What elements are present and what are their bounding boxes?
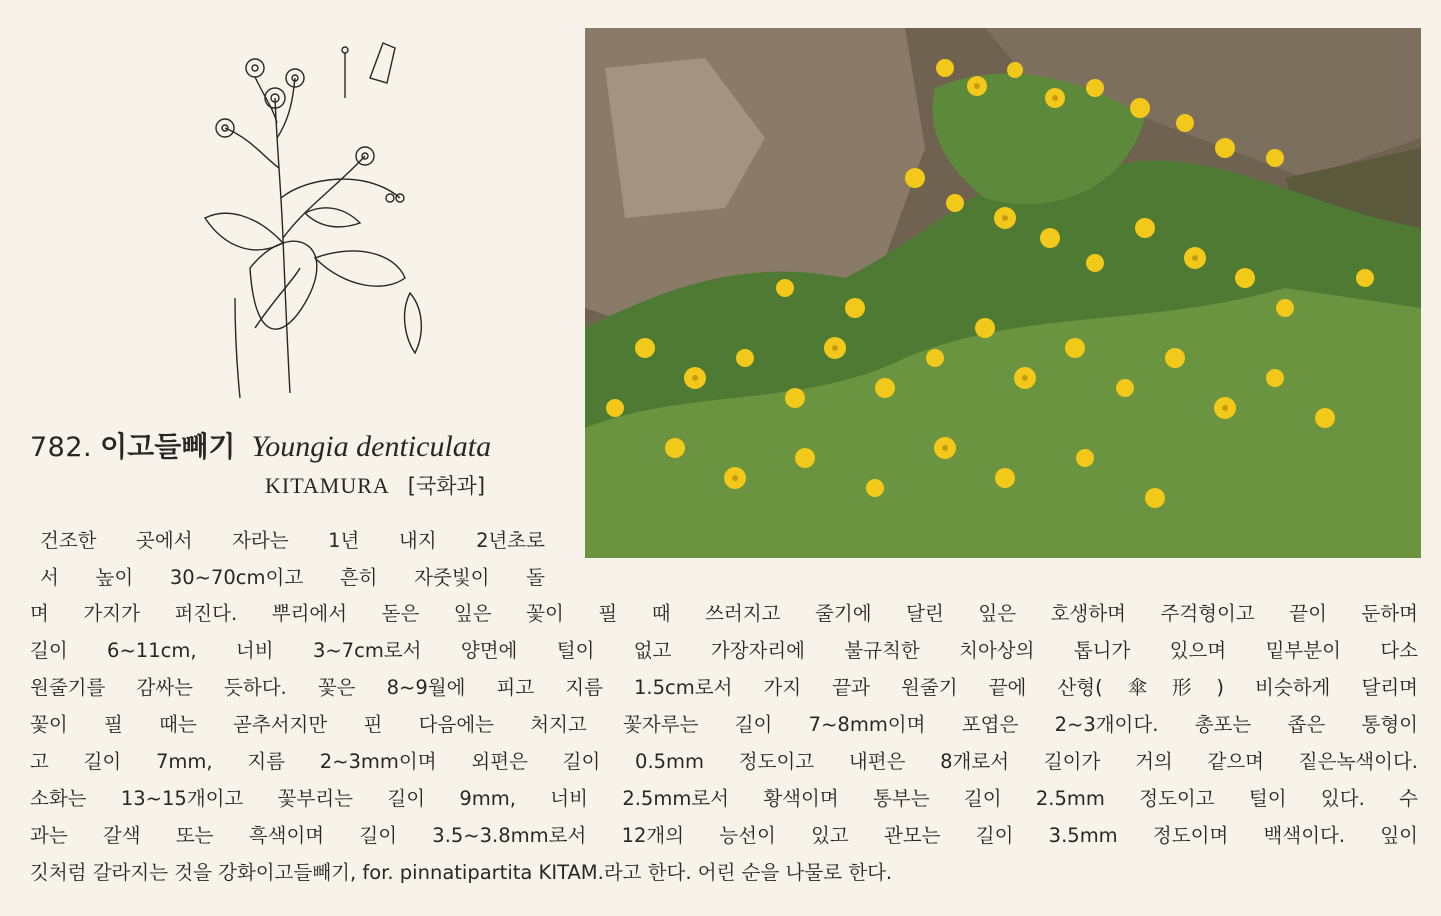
family-name: [국화과] [407,474,486,498]
description-line: 원줄기를 감싸는 듯하다. 꽃은 8~9월에 피고 지름 1.5cm로서 가지 끝과 원줄기 끝에 산형(傘形) 비슷하게 달리며 [30,676,1418,699]
author-line [265,470,485,500]
plant-illustration [195,38,445,408]
entry-number: 782. [30,432,93,463]
author-name: KITAMURA [265,473,390,498]
entry-heading [30,425,570,465]
description-line: 과는 갈색 또는 흑색이며 길이 3.5~3.8mm로서 12개의 능선이 있고 관모는 길이 3.5mm 정도이며 백색이다. 잎이 [30,824,1418,847]
description-line: 깃처럼 갈라지는 것을 강화이고들빼기, for. pinnatipartita KITAM.라고 한다. 어린 순을 나물로 한다. [30,861,893,884]
description-line: 고 길이 7mm, 지름 2~3mm이며 외편은 길이 0.5mm 정도이고 내편은 8개로서 길이가 거의 같으며 짙은녹색이다. [30,750,1418,773]
korean-name: 이고들빼기 [100,430,236,463]
description-line: 길이 6~11cm, 너비 3~7cm로서 양면에 털이 없고 가장자리에 불규칙한 치아상의 톱니가 있으며 밑부분이 다소 [30,639,1418,662]
description-line: 서 높이 30~70cm이고 흔히 자줏빛이 돌 [40,566,545,589]
description-line: 건조한 곳에서 자라는 1년 내지 2년초로 [40,529,545,552]
description-line: 소화는 13~15개이고 꽃부리는 길이 9mm, 너비 2.5mm로서 황색이며 통부는 길이 2.5mm 정도이고 털이 있다. 수 [30,787,1418,810]
description-line: 며 가지가 퍼진다. 뿌리에서 돋은 잎은 꽃이 필 때 쓰러지고 줄기에 달린 잎은 호생하며 주걱형이고 끝이 둔하며 [30,602,1418,625]
description-line: 꽃이 필 때는 곧추서지만 핀 다음에는 처지고 꽃자루는 길이 7~8mm이며 포엽은 2~3개이다. 총포는 좁은 통형이 [30,713,1418,736]
scientific-name: Youngia denticulata [251,430,492,463]
flower-photograph [585,28,1421,558]
